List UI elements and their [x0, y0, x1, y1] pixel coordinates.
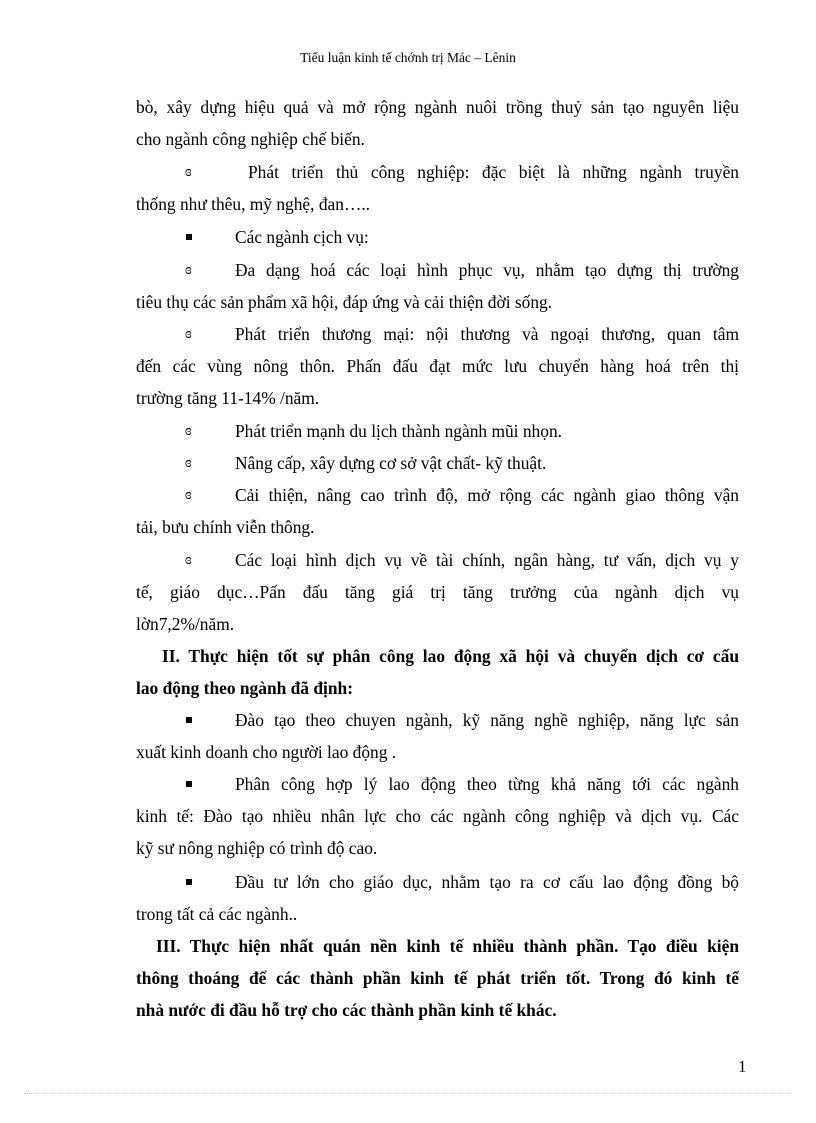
text-line: trong tất cả các ngành..: [136, 904, 298, 924]
arrow-bullet-icon: ɞ: [185, 164, 192, 180]
text-line: trường tăng 11-14% /năm.: [136, 388, 320, 408]
text-line: Phát triển thủ công nghiệp: đặc biệt là những ngành truyền: [248, 162, 739, 182]
text-line: bò, xây dựng hiệu quả và mở rộng ngành nuôi trồng thuỷ sản tạo nguyên liệu: [136, 97, 739, 117]
text-line: lờn7,2%/năm.: [136, 614, 235, 634]
text-line: tế, giáo dục…Pấn đấu tăng giá trị tăng trưởng của ngành dịch vụ: [136, 582, 739, 602]
section-heading: III. Thực hiện nhất quán nền kinh tế nhiều thành phần. Tạo điều kiện: [156, 936, 739, 956]
page-number: 1: [738, 1057, 747, 1076]
text-line: Đa dạng hoá các loại hình phục vụ, nhằm tạo dựng thị trường: [235, 260, 739, 280]
text-line: xuất kinh doanh cho người lao động .: [136, 742, 397, 762]
text-line: Các ngành cịch vụ:: [235, 227, 369, 247]
text-line: cho ngành công nghiệp chế biến.: [136, 129, 365, 149]
section-heading: lao động theo ngành đã định:: [136, 678, 353, 698]
text-line: Phân công hợp lý lao động theo từng khả năng tới các ngành: [235, 774, 739, 794]
section-heading: II. Thực hiện tốt sự phân công lao động xã hội và chuyển dịch cơ cấu: [162, 646, 739, 666]
text-line: Cải thiện, nâng cao trình độ, mở rộng các ngành giao thông vận: [235, 485, 739, 505]
arrow-bullet-icon: ɞ: [185, 326, 192, 342]
text-line: tải, bưu chính viễn thông.: [136, 517, 315, 537]
arrow-bullet-icon: ɞ: [185, 262, 192, 278]
text-line: kinh tế: Đào tạo nhiều nhân lực cho các ngành công nghiệp và dịch vụ. Các: [136, 806, 739, 826]
section-heading: nhà nước đi đầu hỗ trợ cho các thành phần kinh tế khác.: [136, 1000, 557, 1020]
page-divider: [24, 1093, 792, 1094]
square-bullet-icon: [186, 879, 192, 885]
square-bullet-icon: [186, 717, 192, 723]
text-line: tiêu thụ các sản phẩm xã hội, đáp ứng và cải thiện đời sống.: [136, 292, 553, 312]
text-line: thống như thêu, mỹ nghệ, đan…..: [136, 194, 371, 214]
text-line: Đào tạo theo chuyen ngành, kỹ năng nghề nghiệp, năng lực sản: [235, 710, 739, 730]
arrow-bullet-icon: ɞ: [185, 552, 192, 568]
square-bullet-icon: [186, 234, 192, 240]
arrow-bullet-icon: ɞ: [185, 423, 192, 439]
square-bullet-icon: [186, 781, 192, 787]
text-line: kỹ sư nông nghiệp có trình độ cao.: [136, 838, 378, 858]
text-line: Các loại hình dịch vụ về tài chính, ngân hàng, tư vấn, dịch vụ y: [235, 550, 739, 570]
text-line: Nâng cấp, xây dựng cơ sở vật chất- kỹ thuật.: [235, 453, 547, 473]
text-line: Phát triển thương mại: nội thương và ngoại thương, quan tâm: [235, 324, 739, 344]
page-header: Tiểu luận kinh tế chớnh trị Mác – Lênin: [300, 50, 516, 65]
text-line: đến các vùng nông thôn. Phấn đấu đạt mức lưu chuyển hàng hoá trên thị: [136, 356, 739, 376]
section-heading: thông thoáng để các thành phần kinh tế phát triển tốt. Trong đó kinh tế: [136, 968, 739, 988]
text-line: Đầu tư lớn cho giáo dục, nhằm tạo ra cơ cấu lao động đồng bộ: [235, 872, 739, 892]
arrow-bullet-icon: ɞ: [185, 487, 192, 503]
text-line: Phát triển mạnh du lịch thành ngành mũi nhọn.: [235, 421, 562, 441]
arrow-bullet-icon: ɞ: [185, 455, 192, 471]
